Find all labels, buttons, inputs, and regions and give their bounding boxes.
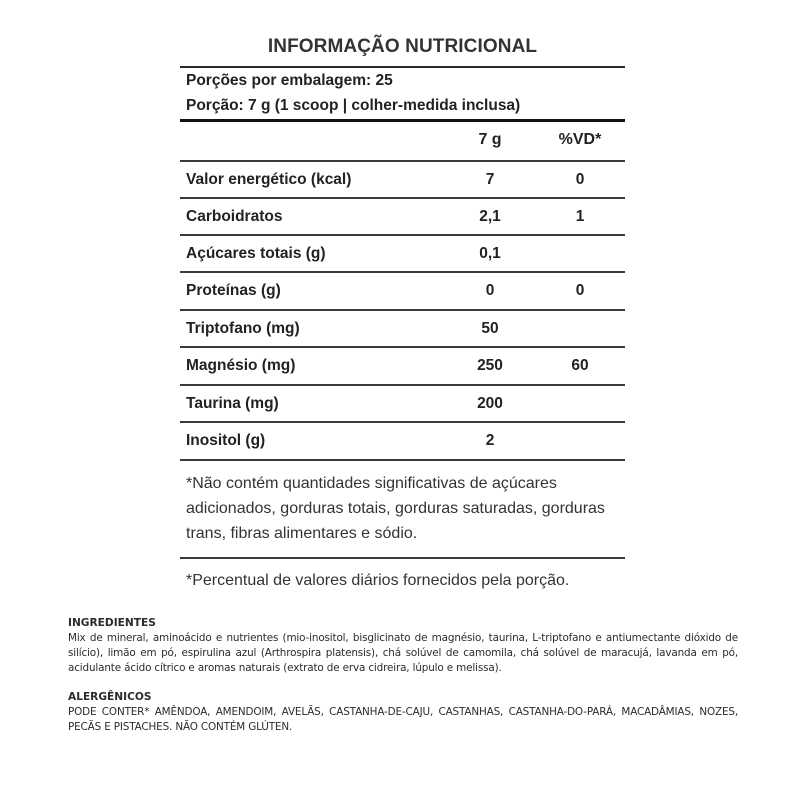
nutrient-row bbox=[180, 347, 625, 384]
row-divider bbox=[180, 459, 625, 461]
nutrient-row bbox=[180, 272, 625, 309]
nutrient-label: Açúcares totais (g) bbox=[186, 245, 326, 262]
nutrient-label: Magnésio (mg) bbox=[186, 357, 296, 374]
nutrient-amount: 250 bbox=[477, 357, 503, 374]
nutrient-amount: 200 bbox=[477, 395, 503, 412]
ingredients-section bbox=[68, 616, 738, 676]
footnote-divider bbox=[180, 557, 625, 559]
serving-size: Porção: 7 g (1 scoop | colher-medida inclusa) bbox=[186, 97, 521, 114]
allergens-heading: ALERGÊNICOS bbox=[68, 691, 152, 703]
nutrient-amount: 2,1 bbox=[479, 208, 501, 225]
nutrient-daily-value: 0 bbox=[575, 171, 585, 188]
nutrient-row bbox=[180, 310, 625, 347]
nutrient-row bbox=[180, 422, 625, 459]
nutrient-amount: 0,1 bbox=[479, 245, 501, 262]
nutrient-row bbox=[180, 235, 625, 272]
nutrient-row bbox=[180, 385, 625, 422]
not-significant-note: *Não contém quantidades significativas de açúcares adicionados, gorduras totais, gorduras saturadas, gorduras trans, fibras alimentares e sódio. bbox=[186, 475, 605, 542]
nutrient-daily-value: 1 bbox=[575, 208, 585, 225]
ingredients-text: Mix de mineral, aminoácido e nutrientes (mio-inositol, bisglicinato de magnésio, taurina, L-triptofano e antiumectante dióxido de silício), limão em pó, espirulina azul (Arthrospira platensis), chá solúvel de camomila, chá solúvel de maracujá, lavanda em pó, acidulante ácido cítrico e aromas naturais (extrato de erva cidreira, lúpulo e melissa). bbox=[68, 632, 738, 674]
nutrient-amount: 50 bbox=[481, 320, 499, 337]
daily-value-note: *Percentual de valores diários fornecidos pela porção. bbox=[186, 572, 570, 589]
nutrient-label: Taurina (mg) bbox=[186, 395, 279, 412]
nutrient-amount: 7 bbox=[485, 171, 495, 188]
nutrient-amount: 2 bbox=[485, 432, 495, 449]
allergens-section bbox=[68, 690, 738, 735]
allergens-text: PODE CONTER* AMÊNDOA, AMENDOIM, AVELÃS, CASTANHA-DE-CAJU, CASTANHAS, CASTANHA-DO-PARÁ, MACADÂMIAS, NOZES, PECÃS E PISTACHES. NÃO CONTÉM GLÚTEN. bbox=[68, 706, 738, 733]
amount-column-header: 7 g bbox=[478, 131, 502, 148]
daily-value-column-header: %VD* bbox=[558, 131, 602, 148]
nutrient-daily-value: 60 bbox=[571, 357, 589, 374]
nutrient-label: Inositol (g) bbox=[186, 432, 266, 449]
nutrient-daily-value: 0 bbox=[575, 282, 585, 299]
ingredients-heading: INGREDIENTES bbox=[68, 617, 156, 629]
servings-per-package: Porções por embalagem: 25 bbox=[186, 72, 393, 89]
nutrient-amount: 0 bbox=[485, 282, 495, 299]
thick-divider bbox=[180, 119, 625, 122]
nutrient-label: Triptofano (mg) bbox=[186, 320, 300, 337]
top-divider bbox=[180, 66, 625, 68]
nutrient-row bbox=[180, 161, 625, 198]
nutrient-label: Valor energético (kcal) bbox=[186, 171, 352, 188]
nutrient-label: Carboidratos bbox=[186, 208, 283, 225]
nutrition-title: INFORMAÇÃO NUTRICIONAL bbox=[267, 36, 538, 57]
nutrient-row bbox=[180, 198, 625, 235]
nutrient-label: Proteínas (g) bbox=[186, 282, 281, 299]
